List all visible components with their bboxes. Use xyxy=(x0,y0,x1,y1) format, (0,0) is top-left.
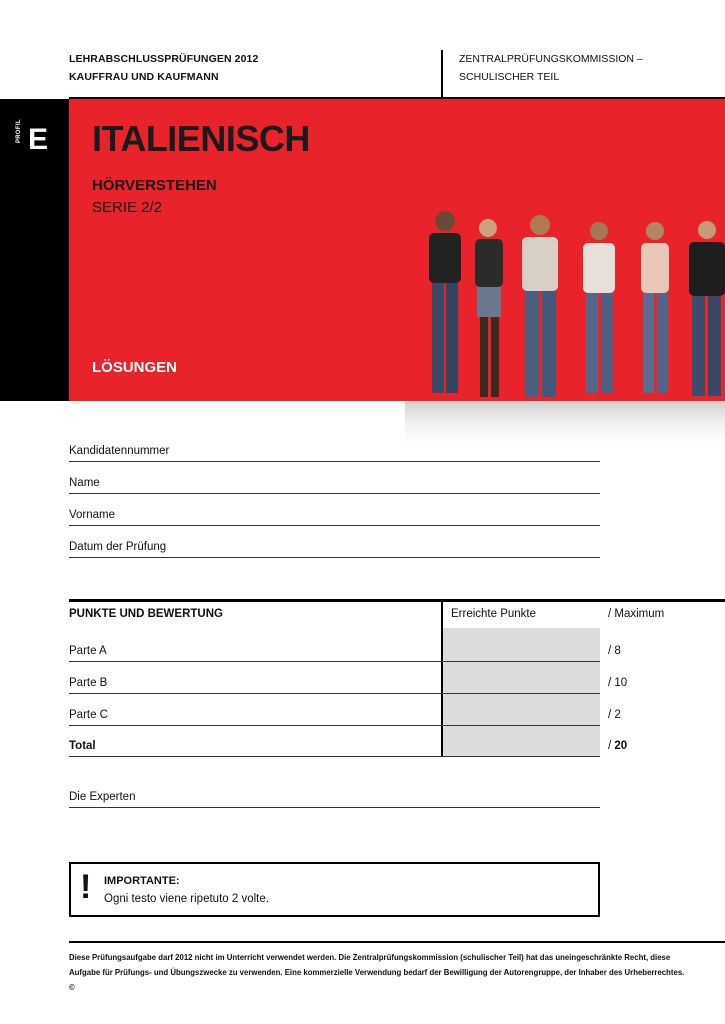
footer-line-1: Diese Prüfungsaufgabe darf 2012 nicht im Unterricht verwendet werden. Die Zentralprüfungskommission (schulischer Teil) hat das uneingeschränkte Recht, diese xyxy=(69,953,671,962)
experts-label: Die Experten xyxy=(69,791,136,803)
page-subtitle: HÖRVERSTEHEN xyxy=(92,177,217,194)
important-box xyxy=(69,862,600,917)
name-label: Name xyxy=(69,477,100,489)
row-parte-a-line xyxy=(69,661,600,662)
footer-line-2: Aufgabe für Prüfungs- und Übungszwecke zu verwenden. Eine kommerzielle Verwendung bedarf der Bewilligung der Autorengruppe, der Inhaber des Urheberrechtes. © xyxy=(69,968,685,992)
experts-line xyxy=(69,807,600,808)
person-5 xyxy=(641,222,669,393)
person-4 xyxy=(583,222,615,393)
students-photo xyxy=(405,203,725,453)
header-divider xyxy=(441,50,443,98)
person-2 xyxy=(475,219,503,397)
first-name-label: Vorname xyxy=(69,509,116,521)
person-3 xyxy=(522,215,558,397)
series-label: SERIE 2/2 xyxy=(92,199,163,216)
profession-line: KAUFFRAU UND KAUFMANN xyxy=(69,71,219,83)
important-text: Ogni testo viene ripetuto 2 volte. xyxy=(104,893,269,905)
row-parte-c-label: Parte C xyxy=(69,709,108,721)
row-total-line xyxy=(69,756,600,757)
first-name-line xyxy=(69,525,600,526)
page-title: ITALIENISCH xyxy=(92,118,310,159)
important-title: IMPORTANTE: xyxy=(104,875,180,887)
commission-part-line: SCHULISCHER TEIL xyxy=(459,71,560,83)
commission-line: ZENTRALPRÜFUNGSKOMMISSION – xyxy=(459,53,643,65)
candidate-number-line xyxy=(69,461,600,462)
person-6 xyxy=(689,221,725,396)
row-total-slash: / xyxy=(608,740,615,752)
row-parte-a-max: / 8 xyxy=(608,645,621,657)
row-parte-c-line xyxy=(69,725,600,726)
max-column-header: / Maximum xyxy=(608,608,665,620)
points-column-header: Erreichte Punkte xyxy=(451,608,537,620)
footer-notice xyxy=(69,950,689,995)
score-table-header: PUNKTE UND BEWERTUNG xyxy=(69,608,223,620)
exam-date-label: Datum der Prüfung xyxy=(69,541,167,553)
candidate-number-label: Kandidatennummer xyxy=(69,445,170,457)
profile-letter: E xyxy=(28,123,49,156)
person-1 xyxy=(429,211,461,393)
exclamation-icon: ! xyxy=(80,868,92,906)
name-line xyxy=(69,493,600,494)
row-parte-c-max: / 2 xyxy=(608,709,621,721)
header-right xyxy=(459,50,643,86)
score-table-top-rule xyxy=(69,599,725,602)
exam-title-line: LEHRABSCHLUSSPRÜFUNGEN 2012 xyxy=(69,53,259,65)
footer-rule xyxy=(69,941,725,943)
row-total-label: Total xyxy=(69,740,96,752)
row-parte-a-label: Parte A xyxy=(69,645,107,657)
row-parte-b-line xyxy=(69,693,600,694)
row-parte-b-max: / 10 xyxy=(608,677,628,689)
row-total-value: 20 xyxy=(614,740,628,752)
score-table-divider xyxy=(441,602,443,757)
row-total-max xyxy=(608,740,627,752)
exam-date-line xyxy=(69,557,600,558)
solutions-label: LÖSUNGEN xyxy=(92,359,178,376)
profile-label: PROFIL xyxy=(16,119,22,143)
header-left xyxy=(69,50,258,86)
row-parte-b-label: Parte B xyxy=(69,677,108,689)
